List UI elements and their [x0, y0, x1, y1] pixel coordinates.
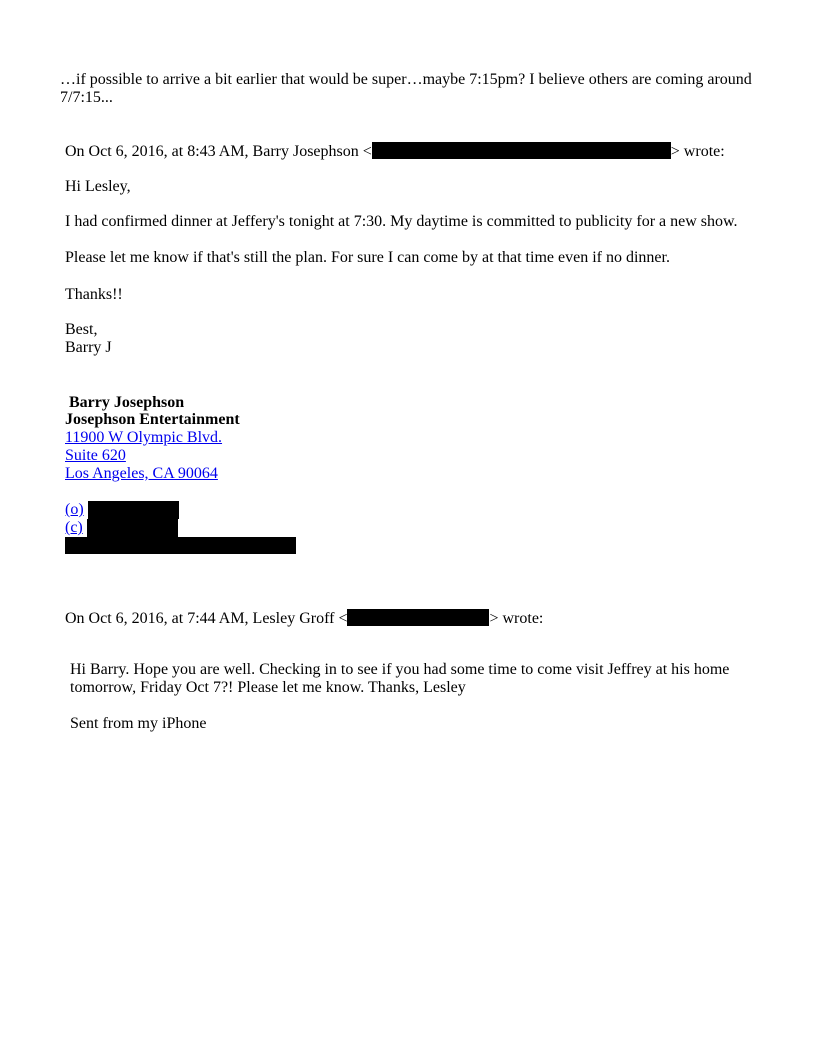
quote2-sent-from: Sent from my iPhone: [70, 715, 207, 732]
redacted-email: [347, 609, 489, 626]
quote1-header-prefix: On Oct 6, 2016, at 8:43 AM, Barry Josephson <: [65, 143, 372, 160]
quote1-greeting: Hi Lesley,: [65, 178, 131, 195]
quote1-header: [65, 142, 725, 161]
redacted-email: [372, 142, 671, 159]
quote2-header-suffix: > wrote:: [489, 610, 544, 627]
quote1-closing: Best,: [65, 321, 98, 338]
signature-name: Barry Josephson: [69, 394, 185, 411]
address-link-street[interactable]: 11900 W Olympic Blvd.: [65, 429, 223, 446]
top-note: …if possible to arrive a bit earlier that would be super…maybe 7:15pm? I believe others are coming around 7/7:15...: [60, 71, 752, 106]
address-link-city[interactable]: Los Angeles, CA 90064: [65, 465, 218, 482]
cell-phone-link[interactable]: (c): [65, 519, 83, 536]
quote1-para2: Please let me know if that's still the plan. For sure I can come by at that time even if no dinner.: [65, 249, 670, 266]
quote2-header-prefix: On Oct 6, 2016, at 7:44 AM, Lesley Groff <: [65, 610, 348, 627]
quote2-header: [65, 609, 543, 628]
office-phone-line: [65, 501, 84, 519]
quote1-thanks: Thanks!!: [65, 286, 123, 303]
quote2-body: Hi Barry. Hope you are well. Checking in to see if you had some time to come visit Jeffrey at his home tomorrow, Friday Oct 7?! Please let me know. Thanks, Lesley: [70, 661, 730, 696]
quote1-signoff: Barry J: [65, 339, 112, 356]
signature-company: Josephson Entertainment: [65, 411, 240, 428]
cell-phone-line: [65, 519, 83, 537]
redacted-cell-phone: [87, 519, 178, 537]
quote1-para1: I had confirmed dinner at Jeffery's tonight at 7:30. My daytime is committed to publicity for a new show.: [65, 213, 738, 230]
redacted-office-phone: [88, 501, 179, 519]
address-link-suite[interactable]: Suite 620: [65, 447, 126, 464]
quote1-header-suffix: > wrote:: [670, 143, 725, 160]
redacted-signature-line: [65, 537, 296, 554]
office-phone-link[interactable]: (o): [65, 501, 84, 518]
